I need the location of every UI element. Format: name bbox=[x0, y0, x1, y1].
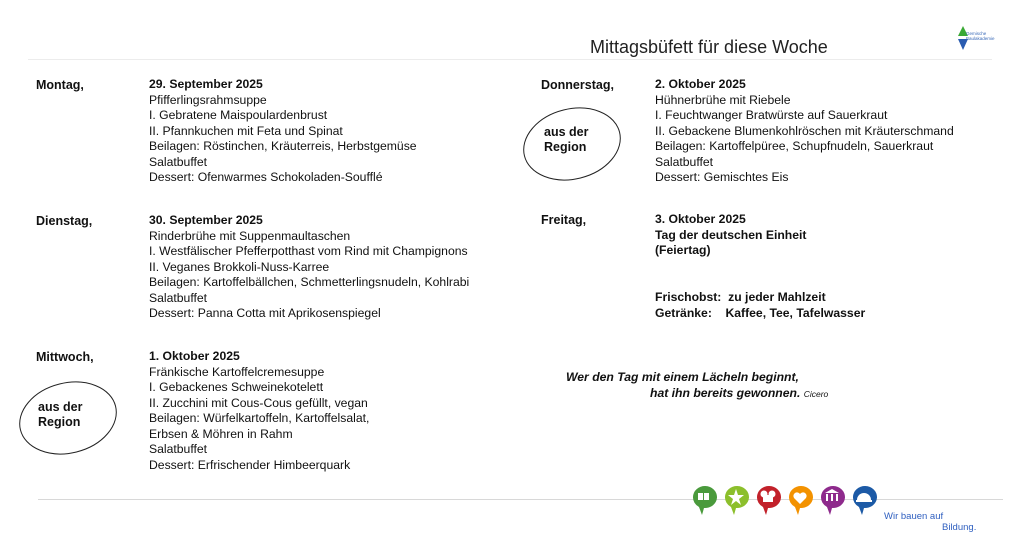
menu-line: Hühnerbrühe mit Riebele bbox=[655, 92, 791, 107]
menu-date: 2. Oktober 2025 bbox=[655, 77, 746, 91]
logo-line-2: Baulakademie bbox=[966, 36, 995, 41]
holiday-note: (Feiertag) bbox=[655, 243, 711, 257]
day-label-tuesday: Dienstag, bbox=[36, 214, 93, 228]
header-divider bbox=[28, 59, 992, 60]
menu-line: Rinderbrühe mit Suppenmaultaschen bbox=[149, 228, 351, 243]
book-icon bbox=[693, 486, 717, 515]
menu-line: Erbsen & Möhren in Rahm bbox=[149, 426, 293, 441]
region-badge-thursday bbox=[544, 125, 588, 155]
menu-line: I. Gebackenes Schweinekotelett bbox=[149, 380, 324, 394]
menu-date: 1. Oktober 2025 bbox=[149, 349, 240, 363]
badge-line: aus der bbox=[544, 125, 589, 139]
quote-author: Cicero bbox=[803, 388, 829, 399]
menu-date: 3. Oktober 2025 bbox=[655, 212, 746, 226]
star-icon bbox=[725, 486, 749, 515]
menu-date: 29. September 2025 bbox=[149, 77, 263, 91]
slogan-line-1: Wir bauen auf bbox=[884, 511, 944, 522]
menu-line: Salatbuffet bbox=[149, 154, 208, 169]
menu-line: Pfifferlingsrahmsuppe bbox=[149, 92, 267, 107]
fruit-info: Frischobst: zu jeder Mahlzeit bbox=[655, 290, 826, 304]
quote bbox=[566, 370, 828, 402]
heart-icon bbox=[789, 486, 813, 515]
helmet-icon bbox=[853, 486, 877, 515]
footer-slogan bbox=[884, 511, 976, 533]
menu-line: Salatbuffet bbox=[149, 442, 208, 456]
menu-line: Salatbuffet bbox=[655, 154, 714, 169]
menu-thursday bbox=[655, 77, 954, 186]
page-title: Mittagsbüfett für diese Woche bbox=[590, 37, 828, 57]
menu-line: II. Veganes Brokkoli-Nuss-Karree bbox=[149, 259, 330, 274]
chef-hat-icon bbox=[757, 486, 781, 515]
menu-line: Beilagen: Würfelkartoffeln, Kartoffelsalat, bbox=[149, 411, 370, 425]
quote-line-2: hat ihn bereits gewonnen. bbox=[650, 385, 801, 400]
holiday-name: Tag der deutschen Einheit bbox=[655, 227, 807, 242]
menu-friday bbox=[655, 212, 806, 259]
day-label-monday: Montag, bbox=[36, 78, 84, 92]
menu-tuesday bbox=[149, 213, 469, 322]
building-icon bbox=[821, 486, 845, 515]
menu-date: 30. September 2025 bbox=[149, 213, 263, 227]
region-badge-wednesday bbox=[38, 400, 82, 430]
slogan-line-2: Bildung. bbox=[942, 522, 977, 533]
menu-line: II. Pfannkuchen mit Feta und Spinat bbox=[149, 123, 343, 138]
menu-line: Fränkische Kartoffelcremesuppe bbox=[149, 364, 325, 379]
menu-line: Dessert: Erfrischender Himbeerquark bbox=[149, 457, 351, 472]
menu-wednesday bbox=[149, 349, 369, 473]
menu-line: Salatbuffet bbox=[149, 290, 208, 305]
quote-line-2-wrap bbox=[566, 386, 828, 403]
menu-line: Beilagen: Kartoffelbällchen, Schmetterlingsnudeln, Kohlrabi bbox=[149, 275, 470, 289]
menu-line: Beilagen: Röstinchen, Kräuterreis, Herbstgemüse bbox=[149, 139, 417, 153]
extras-info bbox=[655, 290, 865, 321]
day-label-friday: Freitag, bbox=[541, 213, 587, 227]
menu-line: II. Zucchini mit Cous-Cous gefüllt, vegan bbox=[149, 395, 368, 410]
footer-icon-bubbles bbox=[690, 484, 880, 518]
menu-line: I. Gebratene Maispoulardenbrust bbox=[149, 108, 328, 122]
menu-monday bbox=[149, 77, 417, 186]
quote-line-1: Wer den Tag mit einem Lächeln beginnt, bbox=[566, 370, 799, 384]
day-label-thursday: Donnerstag, bbox=[541, 78, 614, 92]
menu-line: Beilagen: Kartoffelpüree, Schupfnudeln, Sauerkraut bbox=[655, 139, 934, 153]
logo-wordmark bbox=[966, 31, 995, 41]
drinks-info: Getränke: Kaffee, Tee, Tafelwasser bbox=[655, 305, 866, 320]
logo-line-1: Gemische bbox=[966, 31, 987, 36]
menu-line: Dessert: Panna Cotta mit Aprikosenspiegel bbox=[149, 306, 381, 320]
badge-line: Region bbox=[38, 415, 81, 429]
menu-line: Dessert: Ofenwarmes Schokoladen-Soufflé bbox=[149, 170, 383, 184]
menu-line: I. Feuchtwanger Bratwürste auf Sauerkraut bbox=[655, 108, 888, 122]
menu-line: Dessert: Gemischtes Eis bbox=[655, 170, 789, 184]
badge-line: aus der bbox=[38, 400, 83, 414]
menu-line: I. Westfälischer Pfefferpotthast vom Rind mit Champignons bbox=[149, 244, 468, 258]
badge-line: Region bbox=[544, 140, 587, 154]
day-label-wednesday: Mittwoch, bbox=[36, 350, 94, 364]
menu-line: II. Gebackene Blumenkohlröschen mit Kräuterschmand bbox=[655, 123, 954, 138]
